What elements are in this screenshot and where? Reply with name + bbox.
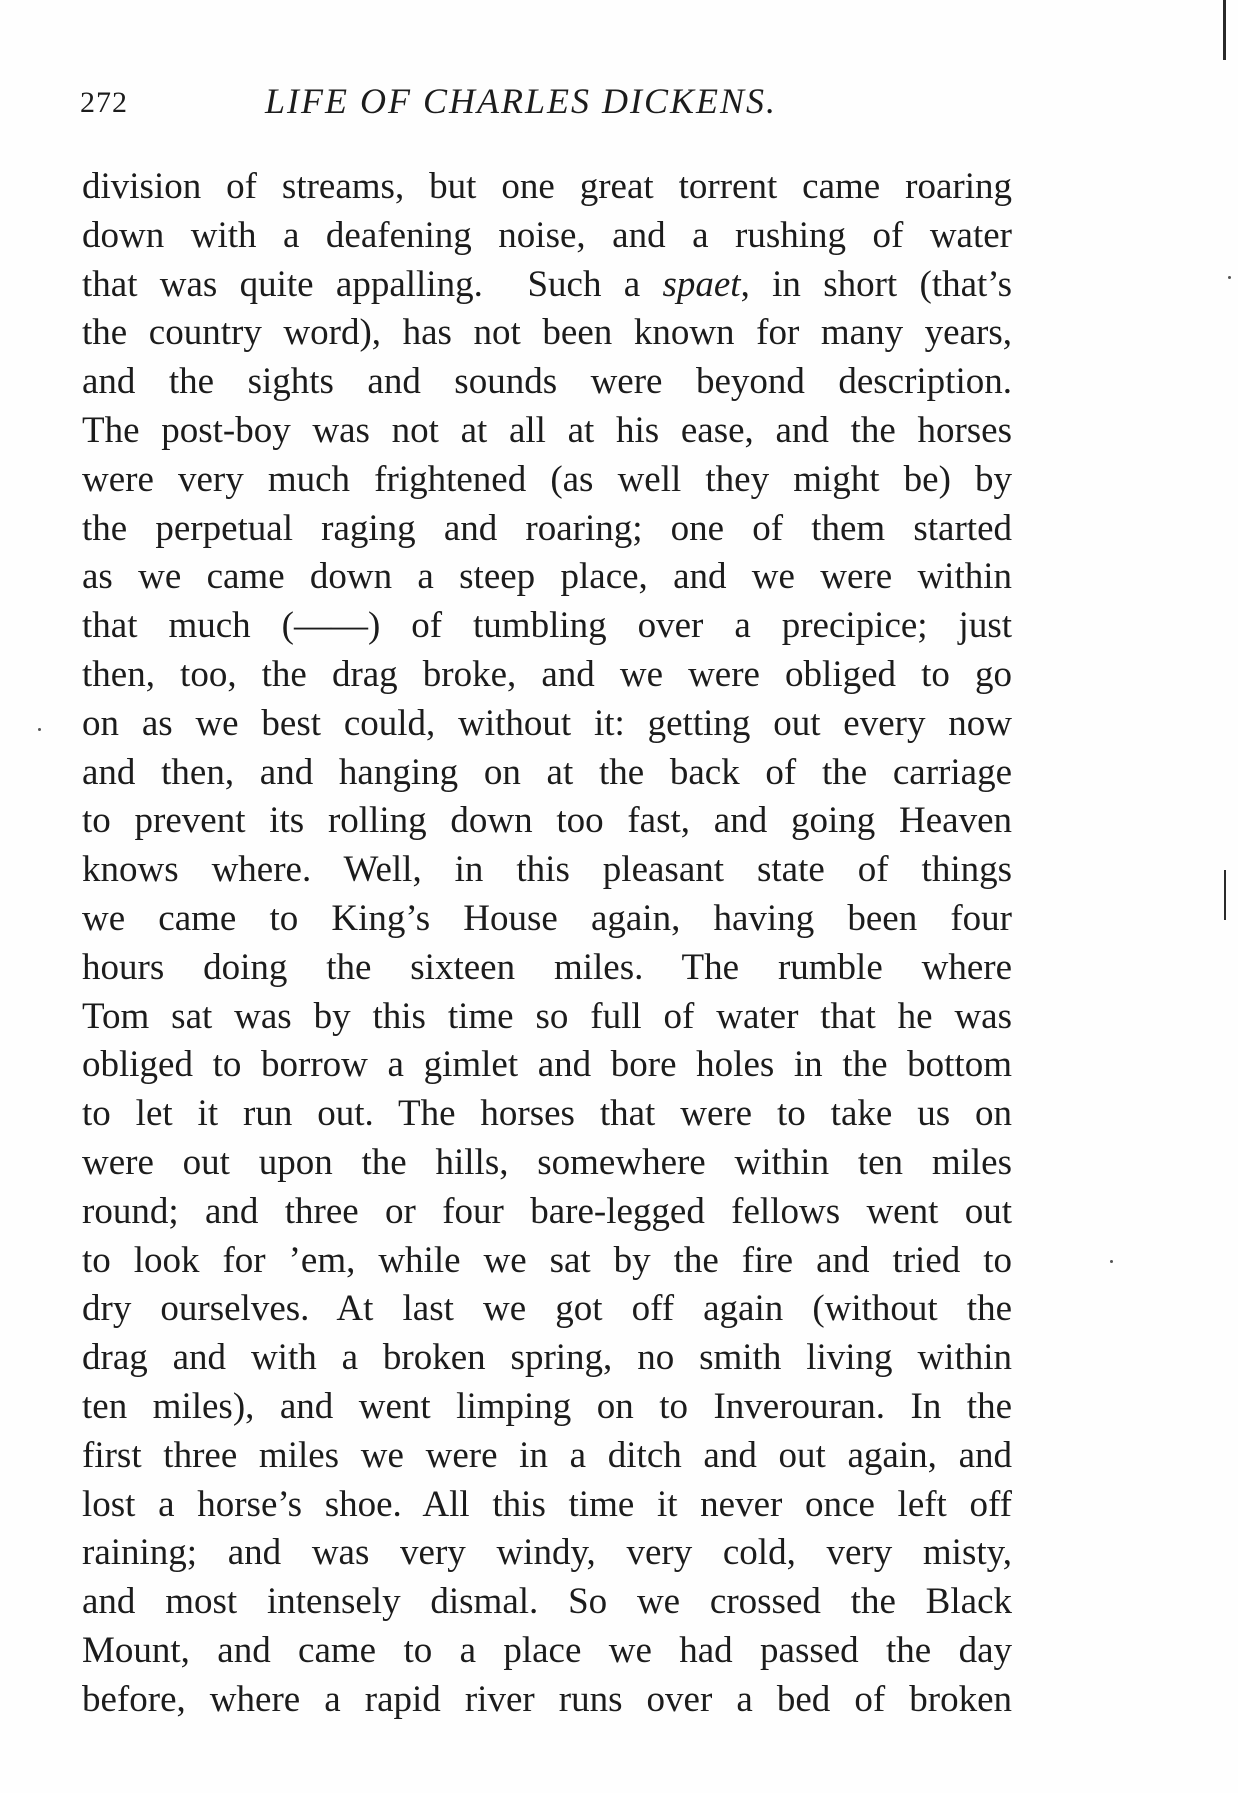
text-line: obliged to borrow a gimlet and bore holes in the bottom: [82, 1044, 1012, 1086]
text-line: then, too, the drag broke, and we were obliged to go: [82, 653, 1012, 695]
text-line: the country word), has not been known for many years,: [82, 312, 1012, 354]
text-line: were out upon the hills, somewhere within ten miles: [82, 1141, 1012, 1183]
text-line: to look for ’em, while we sat by the fire and tried to: [82, 1239, 1012, 1281]
running-title: LIFE OF CHARLES DICKENS.: [265, 81, 777, 121]
text-line: were very much frightened (as well they might be) by: [82, 458, 1012, 500]
scan-speck: [1228, 276, 1231, 279]
text-line: and the sights and sounds were beyond description.: [82, 361, 1012, 403]
text-line: on as we best could, without it: getting out every now: [82, 702, 1012, 744]
text-line: lost a horse’s shoe. All this time it never once left off: [82, 1483, 1012, 1525]
text-line: we came to King’s House again, having been four: [82, 897, 1012, 939]
text-line: ten miles), and went limping on to Inverouran. In the: [82, 1385, 1012, 1427]
text-line: and most intensely dismal. So we crossed the Black: [82, 1581, 1012, 1623]
text-line: knows where. Well, in this pleasant state of things: [82, 849, 1012, 891]
text-line-part: , in short (that’s: [740, 263, 1012, 305]
text-line: drag and with a broken spring, no smith living within: [82, 1337, 1012, 1379]
page-header: [80, 80, 1015, 120]
scan-edge-mark: [1224, 870, 1226, 920]
text-line: dry ourselves. At last we got off again (without the: [82, 1288, 1012, 1330]
text-line: as we came down a steep place, and we were within: [82, 556, 1012, 598]
text-line: the perpetual raging and roaring; one of them started: [82, 507, 1012, 549]
text-line-part: that was quite appalling. Such a: [82, 263, 663, 305]
text-line: down with a deafening noise, and a rushing of water: [82, 214, 1012, 256]
scan-edge-mark: [1223, 0, 1226, 60]
text-line: that much (——) of tumbling over a precipice; just: [82, 605, 1012, 647]
text-line: hours doing the sixteen miles. The rumble where: [82, 946, 1012, 988]
text-line: and then, and hanging on at the back of the carriage: [82, 751, 1012, 793]
text-line: Tom sat was by this time so full of water that he was: [82, 995, 1012, 1037]
text-line: division of streams, but one great torrent came roaring: [82, 166, 1012, 207]
text-line: to prevent its rolling down too fast, and going Heaven: [82, 800, 1012, 842]
text-line: first three miles we were in a ditch and out again, and: [82, 1434, 1012, 1476]
text-line: Mount, and came to a place we had passed the day: [82, 1629, 1012, 1671]
text-line: to let it run out. The horses that were to take us on: [82, 1093, 1012, 1135]
scan-speck: [38, 728, 41, 731]
italic-word: spaet: [662, 263, 741, 305]
scan-speck: [1110, 1260, 1113, 1263]
text-line-with-italic: [82, 261, 1012, 310]
text-line: raining; and was very windy, very cold, very misty,: [82, 1532, 1012, 1574]
text-line: round; and three or four bare-legged fellows went out: [82, 1190, 1012, 1232]
page-number: 272: [80, 86, 128, 119]
text-line: before, where a rapid river runs over a bed of broken: [82, 1678, 1012, 1720]
text-line: The post-boy was not at all at his ease, and the horses: [82, 409, 1012, 451]
body-text: [82, 163, 1012, 1725]
